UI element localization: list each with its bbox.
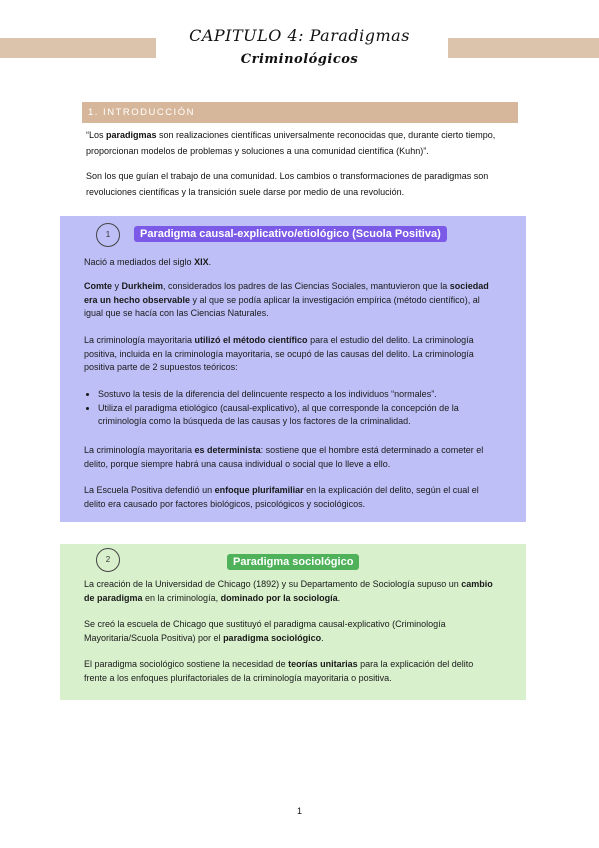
box1-p2-durkheim: Durkheim	[121, 281, 164, 291]
box2-p2-b1: paradigma sociológico	[223, 632, 322, 643]
box1-p2-b3: sociedad era un hecho observable	[84, 281, 489, 305]
box1-p4-b1: es determinista	[194, 445, 261, 455]
box1-bullet-1: • Sostuvo la tesis de la diferencia del delincuente respecto a los individuos “normales”.	[98, 388, 494, 402]
box1-p2-comte: Comte	[84, 281, 113, 291]
box2-p1-b2: dominado por la sociología	[220, 592, 338, 603]
box2-p3-t2: para la explicación del delito frente a los enfoques plurifactoriales de la criminología mayoritaria o positiva.	[84, 659, 474, 683]
box2-p1-b1: cambio de paradigma	[84, 579, 493, 603]
box2-p2-t2: .	[321, 632, 324, 643]
paradigm-1-title: Paradigma causal-explicativo/etiológico (Scuola Positiva)	[134, 226, 447, 242]
page-number: 1	[296, 806, 302, 816]
box1-p1	[84, 256, 494, 270]
box1-bullet-list	[84, 388, 494, 429]
box1-p1-bold: XIX	[194, 257, 209, 267]
box2-p2	[84, 618, 494, 645]
box1-p2-t1: y	[112, 281, 122, 291]
paradigm-2-number: 2	[96, 548, 120, 572]
section-heading: 1. INTRODUCCIÓN	[82, 102, 518, 123]
box2-p1-t2: en la criminología,	[142, 592, 221, 603]
box1-p4	[84, 444, 494, 471]
intro-quote-bold: paradigmas	[106, 130, 157, 140]
box1-p2-t3: y al que se podía aplicar la investigación empírica (método científico), al igual que se hacía con las Ciencias Naturales.	[84, 294, 480, 318]
intro-quote-post: son realizaciones científicas universalmente reconocidas que, durante cierto tiempo, proporcionan modelos de problemas y soluciones a una comunidad científica (Kuhn)”.	[86, 130, 496, 156]
box2-p1-t1: La creación de la Universidad de Chicago (1892) y su Departamento de Sociología supuso un	[84, 579, 462, 589]
box1-bullet-2: • Utiliza el paradigma etiológico (causal-explicativo), al que corresponde la concepción de la criminología como la búsqueda de las causas y los factores de la criminalidad.	[98, 402, 494, 429]
box1-p5-b1: enfoque plurifamiliar	[214, 485, 304, 495]
intro-quote	[86, 128, 516, 159]
box1-p1-text: Nació a mediados del siglo	[84, 257, 195, 267]
box1-p3-b1: utilizó el método científico	[194, 335, 308, 345]
box2-p3-b1: teorías unitarias	[288, 659, 358, 669]
box2-p3	[84, 658, 494, 685]
box1-p5-t1: La Escuela Positiva defendió un	[84, 485, 215, 495]
box1-p3-t2: para el estudio del delito. La criminología positiva, incluida en la criminología mayoritaria, se ocupó de las causas del delito. La criminología positiva parte de 2 supuestos teóricos:	[84, 335, 474, 372]
box2-p2-t1: Se creó la escuela de Chicago que sustituyó el paradigma causal-explicativo (Criminología Mayoritaria/Scuola Positiva) por el	[84, 619, 446, 643]
box1-p3-t1: La criminología mayoritaria	[84, 335, 195, 345]
intro-quote-pre: “Los	[86, 130, 107, 140]
box1-p2	[84, 280, 494, 321]
box2-p1	[84, 578, 494, 605]
box1-p4-t1: La criminología mayoritaria	[84, 445, 195, 455]
chapter-title-line1: CAPITULO 4: Paradigmas	[189, 26, 410, 45]
box1-p3	[84, 334, 494, 375]
paradigm-1-number: 1	[96, 223, 120, 247]
chapter-title-line2: Criminológicos	[240, 52, 359, 67]
intro-paragraph-2: Son los que guían el trabajo de una comunidad. Los cambios o transformaciones de paradigmas son revoluciones científicas y la transición suele darse por medio de una revolución.	[86, 171, 489, 197]
box2-p1-t3: .	[337, 592, 341, 603]
box1-p5-t2: en la explicación del delito, según el cual el delito era causado por factores biológicos, psicológicos y sociológicos.	[84, 485, 479, 509]
box1-p2-t2: , considerados los padres de las Ciencias Sociales, mantuvieron que la	[163, 281, 450, 291]
box1-p4-t2: : sostiene que el hombre está determinado a cometer el delito, porque siempre habrá una causa individual o social que lo lleve a ello.	[84, 445, 484, 469]
box1-p5	[84, 484, 494, 511]
box2-p3-t1: El paradigma sociológico sostiene la necesidad de	[84, 659, 289, 669]
paradigm-2-title: Paradigma sociológico	[227, 554, 359, 570]
box1-p1-end: .	[208, 257, 212, 267]
